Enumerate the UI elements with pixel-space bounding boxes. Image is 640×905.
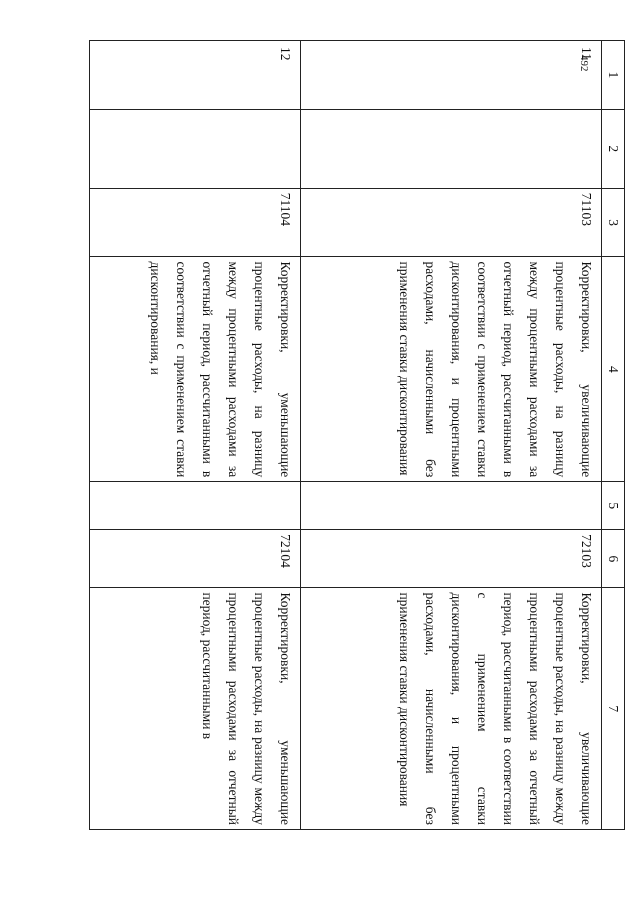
header-col-1: 1: [602, 41, 625, 110]
row-number: 12: [90, 41, 301, 110]
table-row: [301, 41, 602, 830]
account-description: Корректировки, увеличивающие процентные расходы, на разницу между процентными расходами за отчетный период, рассчитанными в соответствии с применением ставки дисконтирования, и процентными расходами, начисленными без применения ставки дисконтирования: [301, 257, 602, 482]
header-col-3: 3: [602, 188, 625, 257]
table-header-row: [602, 41, 625, 830]
account-description: Корректировки, уменьшающие процентные расходы, на разницу между процентными расходами за отчетный период, рассчитанными в соответствии с применением ставки дисконтирования, и: [90, 257, 301, 482]
cell-col-5: [90, 482, 301, 530]
header-col-5: 5: [602, 482, 625, 530]
cell-col-5: [301, 482, 602, 530]
account-code: 71104: [90, 188, 301, 257]
account-code: 72103: [301, 530, 602, 588]
account-code: 71103: [301, 188, 602, 257]
header-col-4: 4: [602, 257, 625, 482]
account-description: Корректировки, уменьшающие процентные расходы, на разницу между процентными расходами за отчетный период, рассчитанными в: [90, 588, 301, 830]
header-col-6: 6: [602, 530, 625, 588]
rotated-table-container: [65, 40, 625, 830]
table-row: [90, 41, 301, 830]
accounts-table: [89, 40, 625, 830]
page-number: 492: [578, 55, 590, 72]
row-number: 11: [301, 41, 602, 110]
account-code: 72104: [90, 530, 301, 588]
cell-col-2: [301, 109, 602, 188]
header-col-7: 7: [602, 588, 625, 830]
cell-col-2: [90, 109, 301, 188]
account-description: Корректировки, увеличивающие процентные расходы, на разницу между процентными расходами за отчетный период, рассчитанными в соответствии с применением ставки дисконтирования, и процентными расходами, начисленными без применения ставки дисконтирования: [301, 588, 602, 830]
header-col-2: 2: [602, 109, 625, 188]
